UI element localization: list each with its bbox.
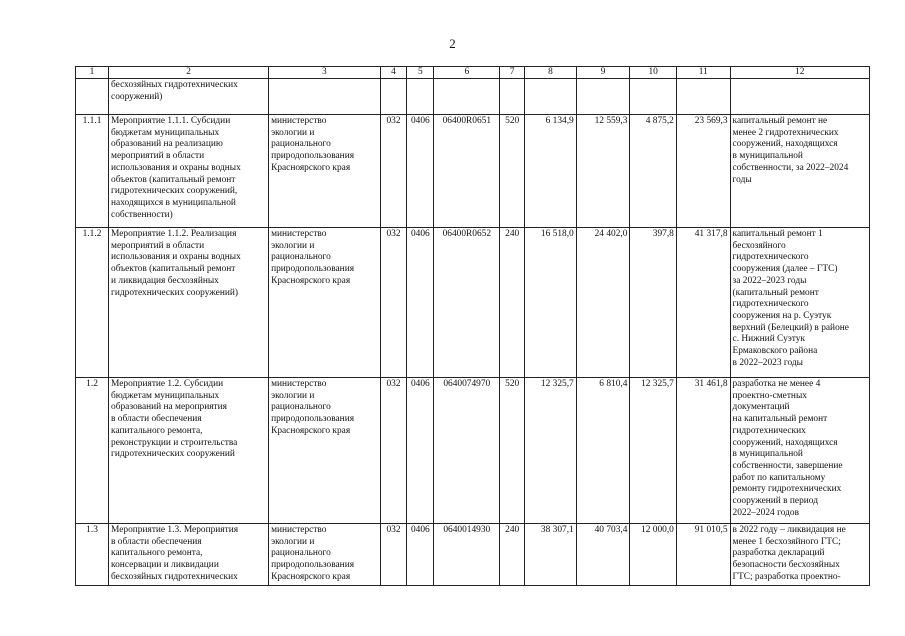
cell-result: [730, 115, 869, 228]
cell-y2023: 24 402,0: [576, 228, 630, 378]
cell-description: [109, 228, 269, 378]
cell-executor: [269, 228, 381, 378]
cell-total: 41 317,8: [676, 228, 730, 378]
cell-rzpr: 0406: [407, 115, 434, 228]
table-row: [76, 524, 870, 586]
cell-y2022: 6 134,9: [525, 115, 577, 228]
cell-empty: [380, 79, 407, 115]
header-cell: 7: [500, 67, 525, 79]
cell-id: 1.1.1: [76, 115, 109, 228]
result-text: разработка не менее 4 проектно-сметных документаций на капитальный ремонт гидротехнических сооружений, находящихся в муниципальной собственности, завершение работ по капитальному ремонту гидротехнических сооружений в период 2022–2024 годов: [732, 379, 843, 518]
cell-result: [730, 378, 869, 524]
cell-executor: [269, 524, 381, 586]
cell-description: [109, 524, 269, 586]
cell-executor: [269, 79, 381, 115]
cell-csr: 0640074970: [434, 378, 500, 524]
cell-rzpr: 0406: [407, 228, 434, 378]
cell-executor: [269, 115, 381, 228]
executor-text: министерство экологии и рационального природопользования Красноярского края: [271, 379, 355, 436]
cell-y2023: 6 810,4: [576, 378, 630, 524]
cell-vr: 240: [500, 228, 525, 378]
header-cell: 3: [269, 67, 381, 79]
cell-description: [109, 79, 269, 115]
cell-total: 23 569,3: [676, 115, 730, 228]
cell-y2022: 16 518,0: [525, 228, 577, 378]
cell-id: 1.2: [76, 378, 109, 524]
header-cell: 1: [76, 67, 109, 79]
page-number: 2: [449, 36, 456, 51]
cell-description: [109, 115, 269, 228]
cell-grbs: 032: [380, 115, 407, 228]
cell-empty: [525, 79, 577, 115]
description-text: Мероприятие 1.1.2. Реализация мероприятий в области использования и охраны водных объектов (капитальный ремонт и ликвидация бесхозяйных гидротехнических сооружений): [111, 229, 241, 298]
cell-y2022: 38 307,1: [525, 524, 577, 586]
cell-empty: [676, 79, 730, 115]
header-cell: 2: [109, 67, 269, 79]
cell-result: [730, 524, 869, 586]
cell-grbs: 032: [380, 524, 407, 586]
header-cell: 4: [380, 67, 407, 79]
cell-vr: 520: [500, 378, 525, 524]
header-cell: 8: [525, 67, 577, 79]
header-cell: 11: [676, 67, 730, 79]
cell-csr: 0640014930: [434, 524, 500, 586]
continuation-text: бесхозяйных гидротехнических сооружений): [111, 80, 238, 102]
cell-result: [730, 228, 869, 378]
cell-empty: [407, 79, 434, 115]
cell-grbs: 032: [380, 228, 407, 378]
description-text: Мероприятие 1.1.1. Субсидии бюджетам муниципальных образований на реализацию мероприятий в области использования и охраны водных объектов (капитальный ремонт гидротехнических сооружений, находящихся в муниципальной собственности): [111, 116, 241, 220]
cell-rzpr: 0406: [407, 378, 434, 524]
result-text: в 2022 году – ликвидация не менее 1 бесхозяйного ГТС; разработка деклараций безопасности бесхозяйных ГТС; разработка проектно-: [732, 525, 846, 582]
description-text: Мероприятие 1.2. Субсидии бюджетам муниципальных образований на мероприятия в области обеспечения капитального ремонта, реконструкции и строительства гидротехнических сооружений: [111, 379, 238, 460]
executor-text: министерство экологии и рационального природопользования Красноярского края: [271, 525, 355, 582]
result-text: капитальный ремонт не менее 2 гидротехнических сооружений, находящихся в муниципальной собственности, за 2022–2024 годы: [732, 116, 849, 185]
cell-empty: [730, 79, 869, 115]
table-row: [76, 378, 870, 524]
header-cell: 6: [434, 67, 500, 79]
table-row: [76, 115, 870, 228]
cell-empty: [434, 79, 500, 115]
cell-description: [109, 378, 269, 524]
cell-y2024: 12 000,0: [630, 524, 676, 586]
cell-y2023: 40 703,4: [576, 524, 630, 586]
cell-y2023: 12 559,3: [576, 115, 630, 228]
executor-text: министерство экологии и рационального природопользования Красноярского края: [271, 229, 355, 286]
cell-rzpr: 0406: [407, 524, 434, 586]
cell-id: 1.1.2: [76, 228, 109, 378]
header-cell: 10: [630, 67, 676, 79]
cell-y2022: 12 325,7: [525, 378, 577, 524]
executor-text: министерство экологии и рационального природопользования Красноярского края: [271, 116, 355, 173]
header-cell: 12: [730, 67, 869, 79]
cell-vr: 240: [500, 524, 525, 586]
description-text: Мероприятие 1.3. Мероприятия в области обеспечения капитального ремонта, консервации и ликвидации бесхозяйных гидротехнических: [111, 525, 239, 582]
table-row: [76, 228, 870, 378]
measures-table: [75, 66, 870, 586]
cell-grbs: 032: [380, 378, 407, 524]
cell-csr: 06400R0651: [434, 115, 500, 228]
cell-total: 31 461,8: [676, 378, 730, 524]
cell-y2024: 12 325,7: [630, 378, 676, 524]
cell-id: [76, 79, 109, 115]
cell-y2024: 397,8: [630, 228, 676, 378]
cell-vr: 520: [500, 115, 525, 228]
table-row-continuation: [76, 79, 870, 115]
header-row: [76, 67, 870, 79]
cell-empty: [576, 79, 630, 115]
result-text: капитальный ремонт 1 бесхозяйного гидротехнического сооружения (далее – ГТС) за 2022–2023 годы (капитальный ремонт гидротехнического сооружения на р. Суэтук верхний (Белецкий) в районе с. Нижний Суэтук Ермаковского района в 2022–2023 годы: [732, 229, 849, 368]
cell-y2024: 4 875,2: [630, 115, 676, 228]
cell-csr: 06400R0652: [434, 228, 500, 378]
header-cell: 5: [407, 67, 434, 79]
cell-total: 91 010,5: [676, 524, 730, 586]
cell-id: 1.3: [76, 524, 109, 586]
cell-empty: [500, 79, 525, 115]
header-cell: 9: [576, 67, 630, 79]
cell-executor: [269, 378, 381, 524]
cell-empty: [630, 79, 676, 115]
